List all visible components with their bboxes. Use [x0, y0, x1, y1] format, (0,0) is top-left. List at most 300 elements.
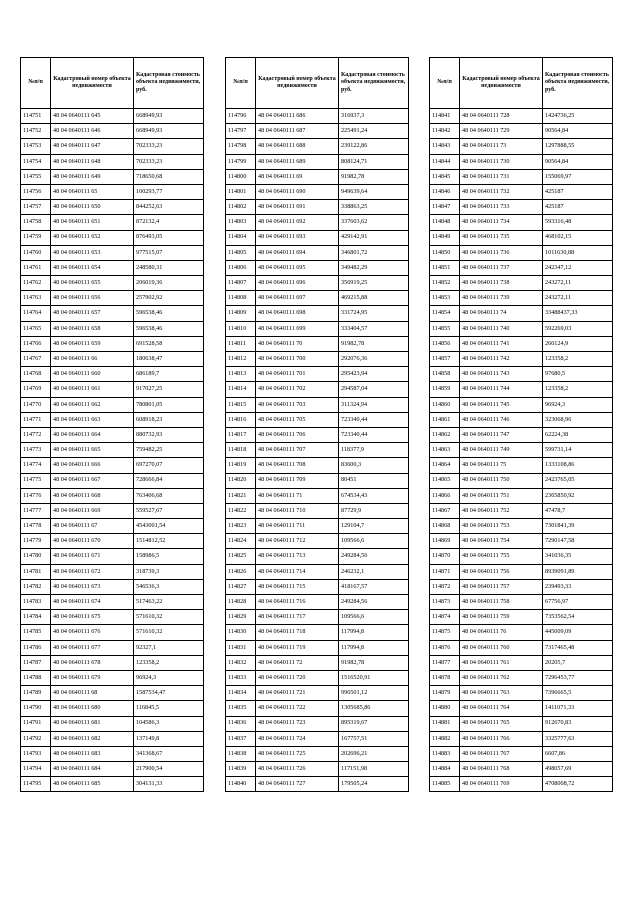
table-row: [21, 458, 204, 473]
header-cadastral-number: Кадастровый номер объекта недвижимости: [256, 58, 339, 109]
cadastral-number: 48 04 0640111 691: [256, 200, 339, 215]
row-number: 114761: [21, 260, 51, 275]
table-row: [226, 245, 409, 260]
cadastral-number: 48 04 0640111 703: [256, 397, 339, 412]
cadastral-number: 48 04 0640111 715: [256, 579, 339, 594]
row-number: 114836: [226, 716, 256, 731]
cadastral-number: 48 04 0640111 649: [51, 169, 134, 184]
cadastral-number: 48 04 0640111 747: [460, 427, 543, 442]
cadastral-number: 48 04 0640111 706: [256, 427, 339, 442]
cadastral-value: 249284,56: [339, 595, 409, 610]
cadastral-value: 592269,03: [543, 321, 613, 336]
cadastral-value: 104586,3: [134, 716, 204, 731]
row-number: 114866: [430, 488, 460, 503]
cadastral-number: 48 04 0640111 718: [256, 625, 339, 640]
cadastral-value: 92327,1: [134, 640, 204, 655]
row-number: 114824: [226, 534, 256, 549]
row-number: 114766: [21, 336, 51, 351]
row-number: 114780: [21, 549, 51, 564]
cadastral-number: 48 04 0640111 738: [460, 276, 543, 291]
cadastral-value: 977515,07: [134, 245, 204, 260]
cadastral-value: 67756,97: [543, 595, 613, 610]
table-row: [430, 670, 613, 685]
table-row: [226, 352, 409, 367]
table-row: [21, 595, 204, 610]
cadastral-value: 311324,94: [339, 397, 409, 412]
row-number: 114830: [226, 625, 256, 640]
table-row: [21, 534, 204, 549]
table-row: [21, 109, 204, 124]
header-number: №п/п: [21, 58, 51, 109]
row-number: 114786: [21, 640, 51, 655]
cadastral-number: 48 04 0640111 752: [460, 503, 543, 518]
table-row: [430, 352, 613, 367]
table-row: [226, 200, 409, 215]
cadastral-value: 1333108,86: [543, 458, 613, 473]
cadastral-number: 48 04 0640111 709: [256, 473, 339, 488]
row-number: 114753: [21, 139, 51, 154]
cadastral-value: 571610,32: [134, 610, 204, 625]
table-row: [226, 367, 409, 382]
cadastral-value: 242347,12: [543, 260, 613, 275]
table-row: [430, 215, 613, 230]
row-number: 114773: [21, 443, 51, 458]
cadastral-number: 48 04 0640111 671: [51, 549, 134, 564]
cadastral-value: 1411071,33: [543, 701, 613, 716]
row-number: 114794: [21, 762, 51, 777]
cadastral-number: 48 04 0640111 699: [256, 321, 339, 336]
table-row: [430, 473, 613, 488]
row-number: 114861: [430, 412, 460, 427]
table-row: [226, 716, 409, 731]
table-row: [21, 124, 204, 139]
row-number: 114757: [21, 200, 51, 215]
table-row: [226, 260, 409, 275]
table-row: [430, 762, 613, 777]
cadastral-number: 48 04 0640111 741: [460, 336, 543, 351]
table-body: [226, 109, 409, 792]
table-row: [430, 731, 613, 746]
table-row: [226, 291, 409, 306]
cadastral-number: 48 04 0640111 708: [256, 458, 339, 473]
table-row: [226, 686, 409, 701]
table-row: [430, 655, 613, 670]
cadastral-number: 48 04 0640111 712: [256, 534, 339, 549]
cadastral-number: 48 04 0640111 665: [51, 443, 134, 458]
cadastral-value: 316937,3: [339, 109, 409, 124]
row-number: 114877: [430, 655, 460, 670]
table-row: [226, 534, 409, 549]
table-row: [226, 503, 409, 518]
row-number: 114788: [21, 670, 51, 685]
cadastral-value: 249284,56: [339, 549, 409, 564]
row-number: 114843: [430, 139, 460, 154]
row-number: 114805: [226, 245, 256, 260]
row-number: 114784: [21, 610, 51, 625]
table-row: [21, 473, 204, 488]
row-number: 114857: [430, 352, 460, 367]
row-number: 114847: [430, 200, 460, 215]
cadastral-number: 48 04 0640111 653: [51, 245, 134, 260]
row-number: 114787: [21, 655, 51, 670]
cadastral-value: 304131,33: [134, 777, 204, 792]
cadastral-value: 1516520,91: [339, 670, 409, 685]
row-number: 114868: [430, 519, 460, 534]
cadastral-value: 1587534,47: [134, 686, 204, 701]
cadastral-value: 338863,25: [339, 200, 409, 215]
table-row: [430, 200, 613, 215]
cadastral-value: 608918,23: [134, 412, 204, 427]
cadastral-number: 48 04 0640111 756: [460, 564, 543, 579]
cadastral-number: 48 04 0640111 664: [51, 427, 134, 442]
cadastral-number: 48 04 0640111 757: [460, 579, 543, 594]
table-row: [430, 564, 613, 579]
cadastral-number: 48 04 0640111 658: [51, 321, 134, 336]
cadastral-value: 1514812,52: [134, 534, 204, 549]
table-row: [21, 306, 204, 321]
cadastral-number: 48 04 0640111 669: [51, 503, 134, 518]
row-number: 114803: [226, 215, 256, 230]
cadastral-value: 808124,71: [339, 154, 409, 169]
table-row: [430, 595, 613, 610]
table-row: [430, 169, 613, 184]
cadastral-number: 48 04 0640111 723: [256, 716, 339, 731]
cadastral-value: 7296453,77: [543, 670, 613, 685]
cadastral-number: 48 04 0640111 721: [256, 686, 339, 701]
cadastral-number: 48 04 0640111 742: [460, 352, 543, 367]
table-row: [226, 109, 409, 124]
row-number: 114782: [21, 579, 51, 594]
cadastral-number: 48 04 0640111 729: [460, 124, 543, 139]
row-number: 114772: [21, 427, 51, 442]
cadastral-value: 158986,5: [134, 549, 204, 564]
row-number: 114828: [226, 595, 256, 610]
cadastral-value: 155069,97: [543, 169, 613, 184]
row-number: 114795: [21, 777, 51, 792]
cadastral-number: 48 04 0640111 698: [256, 306, 339, 321]
row-number: 114776: [21, 488, 51, 503]
cadastral-value: 686189,7: [134, 367, 204, 382]
cadastral-number: 48 04 0640111 764: [460, 701, 543, 716]
cadastral-number: 48 04 0640111 702: [256, 382, 339, 397]
table-row: [430, 427, 613, 442]
table-row: [226, 746, 409, 761]
cadastral-number: 48 04 0640111 739: [460, 291, 543, 306]
cadastral-number: 48 04 0640111 744: [460, 382, 543, 397]
table-row: [21, 260, 204, 275]
cadastral-value: 917027,25: [134, 382, 204, 397]
row-number: 114842: [430, 124, 460, 139]
cadastral-number: 48 04 0640111 746: [460, 412, 543, 427]
table-body: [21, 109, 204, 792]
cadastral-number: 48 04 0640111 72: [256, 655, 339, 670]
row-number: 114855: [430, 321, 460, 336]
cadastral-value: 571610,32: [134, 625, 204, 640]
cadastral-number: 48 04 0640111 646: [51, 124, 134, 139]
row-number: 114862: [430, 427, 460, 442]
table-row: [430, 139, 613, 154]
cadastral-value: 697270,07: [134, 458, 204, 473]
cadastral-number: 48 04 0640111 767: [460, 746, 543, 761]
table-row: [21, 215, 204, 230]
table-row: [21, 352, 204, 367]
cadastral-value: 123358,2: [543, 382, 613, 397]
row-number: 114848: [430, 215, 460, 230]
table-row: [226, 777, 409, 792]
cadastral-table-1: [20, 57, 204, 792]
cadastral-value: 117994,8: [339, 625, 409, 640]
cadastral-value: 109566,6: [339, 610, 409, 625]
row-number: 114851: [430, 260, 460, 275]
cadastral-value: 7317465,48: [543, 640, 613, 655]
table-row: [21, 655, 204, 670]
cadastral-value: 6607,86: [543, 746, 613, 761]
row-number: 114826: [226, 564, 256, 579]
cadastral-number: 48 04 0640111 737: [460, 260, 543, 275]
cadastral-number: 48 04 0640111 679: [51, 670, 134, 685]
cadastral-value: 116845,5: [134, 701, 204, 716]
cadastral-number: 48 04 0640111 710: [256, 503, 339, 518]
cadastral-number: 48 04 0640111 768: [460, 762, 543, 777]
cadastral-value: 844252,63: [134, 200, 204, 215]
row-number: 114875: [430, 625, 460, 640]
row-number: 114791: [21, 716, 51, 731]
cadastral-number: 48 04 0640111 763: [460, 686, 543, 701]
table-row: [21, 564, 204, 579]
cadastral-number: 48 04 0640111 674: [51, 595, 134, 610]
cadastral-number: 48 04 0640111 749: [460, 443, 543, 458]
row-number: 114874: [430, 610, 460, 625]
table-row: [430, 488, 613, 503]
cadastral-value: 702333,23: [134, 139, 204, 154]
row-number: 114771: [21, 412, 51, 427]
row-number: 114850: [430, 245, 460, 260]
table-row: [21, 169, 204, 184]
row-number: 114811: [226, 336, 256, 351]
cadastral-number: 48 04 0640111 722: [256, 701, 339, 716]
cadastral-value: 468102,15: [543, 230, 613, 245]
table-row: [430, 579, 613, 594]
header-cadastral-value: Кадастровая стоимость объекта недвижимости, руб.: [339, 58, 409, 109]
cadastral-value: 90564,84: [543, 154, 613, 169]
cadastral-number: 48 04 0640111 728: [460, 109, 543, 124]
cadastral-value: 318739,3: [134, 564, 204, 579]
table-row: [430, 321, 613, 336]
row-number: 114775: [21, 473, 51, 488]
row-number: 114885: [430, 777, 460, 792]
cadastral-value: 425187: [543, 200, 613, 215]
cadastral-value: 91982,78: [339, 336, 409, 351]
table-row: [21, 625, 204, 640]
row-number: 114873: [430, 595, 460, 610]
row-number: 114765: [21, 321, 51, 336]
row-number: 114854: [430, 306, 460, 321]
row-number: 114790: [21, 701, 51, 716]
cadastral-number: 48 04 0640111 762: [460, 670, 543, 685]
cadastral-value: 96924,3: [134, 670, 204, 685]
cadastral-value: 341368,67: [134, 746, 204, 761]
cadastral-value: 759482,25: [134, 443, 204, 458]
row-number: 114825: [226, 549, 256, 564]
row-number: 114800: [226, 169, 256, 184]
cadastral-value: 295423,94: [339, 367, 409, 382]
cadastral-number: 48 04 0640111 66: [51, 352, 134, 367]
cadastral-number: 48 04 0640111 695: [256, 260, 339, 275]
cadastral-number: 48 04 0640111 654: [51, 260, 134, 275]
cadastral-number: 48 04 0640111 667: [51, 473, 134, 488]
cadastral-number: 48 04 0640111 693: [256, 230, 339, 245]
cadastral-value: 239493,33: [543, 579, 613, 594]
table-row: [226, 443, 409, 458]
table-row: [21, 488, 204, 503]
table-row: [21, 245, 204, 260]
row-number: 114759: [21, 230, 51, 245]
cadastral-value: 179505,24: [339, 777, 409, 792]
table-row: [21, 382, 204, 397]
cadastral-value: 109566,6: [339, 534, 409, 549]
cadastral-number: 48 04 0640111 655: [51, 276, 134, 291]
cadastral-value: 180638,47: [134, 352, 204, 367]
table-row: [430, 412, 613, 427]
row-number: 114815: [226, 397, 256, 412]
cadastral-value: 8939091,89: [543, 564, 613, 579]
cadastral-number: 48 04 0640111 76: [460, 625, 543, 640]
row-number: 114856: [430, 336, 460, 351]
row-number: 114831: [226, 640, 256, 655]
table-row: [21, 397, 204, 412]
row-number: 114844: [430, 154, 460, 169]
table-header-row: [21, 58, 204, 109]
table-row: [430, 777, 613, 792]
cadastral-value: 445009,09: [543, 625, 613, 640]
row-number: 114864: [430, 458, 460, 473]
table-row: [430, 534, 613, 549]
table-row: [226, 139, 409, 154]
cadastral-value: 346801,72: [339, 245, 409, 260]
cadastral-number: 48 04 0640111 769: [460, 777, 543, 792]
cadastral-number: 48 04 0640111 731: [460, 169, 543, 184]
cadastral-value: 723340,44: [339, 412, 409, 427]
cadastral-value: 20205,7: [543, 655, 613, 670]
cadastral-value: 1011630,88: [543, 245, 613, 260]
row-number: 114867: [430, 503, 460, 518]
cadastral-number: 48 04 0640111 759: [460, 610, 543, 625]
cadastral-number: 48 04 0640111 765: [460, 716, 543, 731]
table-row: [430, 109, 613, 124]
cadastral-number: 48 04 0640111 694: [256, 245, 339, 260]
cadastral-number: 48 04 0640111 652: [51, 230, 134, 245]
cadastral-number: 48 04 0640111 657: [51, 306, 134, 321]
row-number: 114770: [21, 397, 51, 412]
row-number: 114792: [21, 731, 51, 746]
row-number: 114863: [430, 443, 460, 458]
table-row: [226, 625, 409, 640]
cadastral-value: 559527,67: [134, 503, 204, 518]
cadastral-value: 294587,04: [339, 382, 409, 397]
cadastral-number: 48 04 0640111 645: [51, 109, 134, 124]
row-number: 114814: [226, 382, 256, 397]
cadastral-number: 48 04 0640111 692: [256, 215, 339, 230]
cadastral-number: 48 04 0640111 733: [460, 200, 543, 215]
table-row: [430, 306, 613, 321]
row-number: 114813: [226, 367, 256, 382]
cadastral-number: 48 04 0640111 755: [460, 549, 543, 564]
row-number: 114755: [21, 169, 51, 184]
row-number: 114774: [21, 458, 51, 473]
table-row: [430, 443, 613, 458]
header-cadastral-value: Кадастровая стоимость объекта недвижимости, руб.: [134, 58, 204, 109]
cadastral-value: 593316,48: [543, 215, 613, 230]
cadastral-value: 469215,88: [339, 291, 409, 306]
cadastral-value: 167757,51: [339, 731, 409, 746]
row-number: 114769: [21, 382, 51, 397]
table-row: [226, 382, 409, 397]
row-number: 114829: [226, 610, 256, 625]
table-row: [226, 397, 409, 412]
cadastral-number: 48 04 0640111 672: [51, 564, 134, 579]
table-row: [226, 579, 409, 594]
cadastral-value: 912670,83: [543, 716, 613, 731]
cadastral-value: 206019,36: [134, 276, 204, 291]
cadastral-number: 48 04 0640111 65: [51, 184, 134, 199]
cadastral-number: 48 04 0640111 745: [460, 397, 543, 412]
row-number: 114754: [21, 154, 51, 169]
cadastral-value: 895319,67: [339, 716, 409, 731]
cadastral-value: 872132,4: [134, 215, 204, 230]
cadastral-number: 48 04 0640111 68: [51, 686, 134, 701]
cadastral-number: 48 04 0640111 75: [460, 458, 543, 473]
cadastral-table-2: [225, 57, 409, 792]
cadastral-number: 48 04 0640111 647: [51, 139, 134, 154]
cadastral-value: 1297888,55: [543, 139, 613, 154]
cadastral-number: 48 04 0640111 740: [460, 321, 543, 336]
row-number: 114778: [21, 519, 51, 534]
cadastral-number: 48 04 0640111 661: [51, 382, 134, 397]
cadastral-number: 48 04 0640111 73: [460, 139, 543, 154]
table-row: [226, 610, 409, 625]
table-row: [21, 276, 204, 291]
cadastral-value: 123358,2: [543, 352, 613, 367]
row-number: 114764: [21, 306, 51, 321]
table-body: [430, 109, 613, 792]
cadastral-number: 48 04 0640111 724: [256, 731, 339, 746]
row-number: 114816: [226, 412, 256, 427]
cadastral-value: 337603,62: [339, 215, 409, 230]
row-number: 114812: [226, 352, 256, 367]
cadastral-value: 7353562,54: [543, 610, 613, 625]
table-row: [21, 321, 204, 336]
cadastral-number: 48 04 0640111 651: [51, 215, 134, 230]
cadastral-value: 83600,3: [339, 458, 409, 473]
table-row: [430, 230, 613, 245]
row-number: 114838: [226, 746, 256, 761]
row-number: 114762: [21, 276, 51, 291]
row-number: 114881: [430, 716, 460, 731]
cadastral-number: 48 04 0640111 760: [460, 640, 543, 655]
row-number: 114783: [21, 595, 51, 610]
cadastral-value: 728666,84: [134, 473, 204, 488]
table-row: [21, 519, 204, 534]
table-row: [226, 124, 409, 139]
cadastral-value: 429142,91: [339, 230, 409, 245]
table-row: [21, 701, 204, 716]
cadastral-value: 47478,7: [543, 503, 613, 518]
row-number: 114799: [226, 154, 256, 169]
row-number: 114860: [430, 397, 460, 412]
cadastral-number: 48 04 0640111 67: [51, 519, 134, 534]
row-number: 114756: [21, 184, 51, 199]
cadastral-value: 91982,78: [339, 655, 409, 670]
